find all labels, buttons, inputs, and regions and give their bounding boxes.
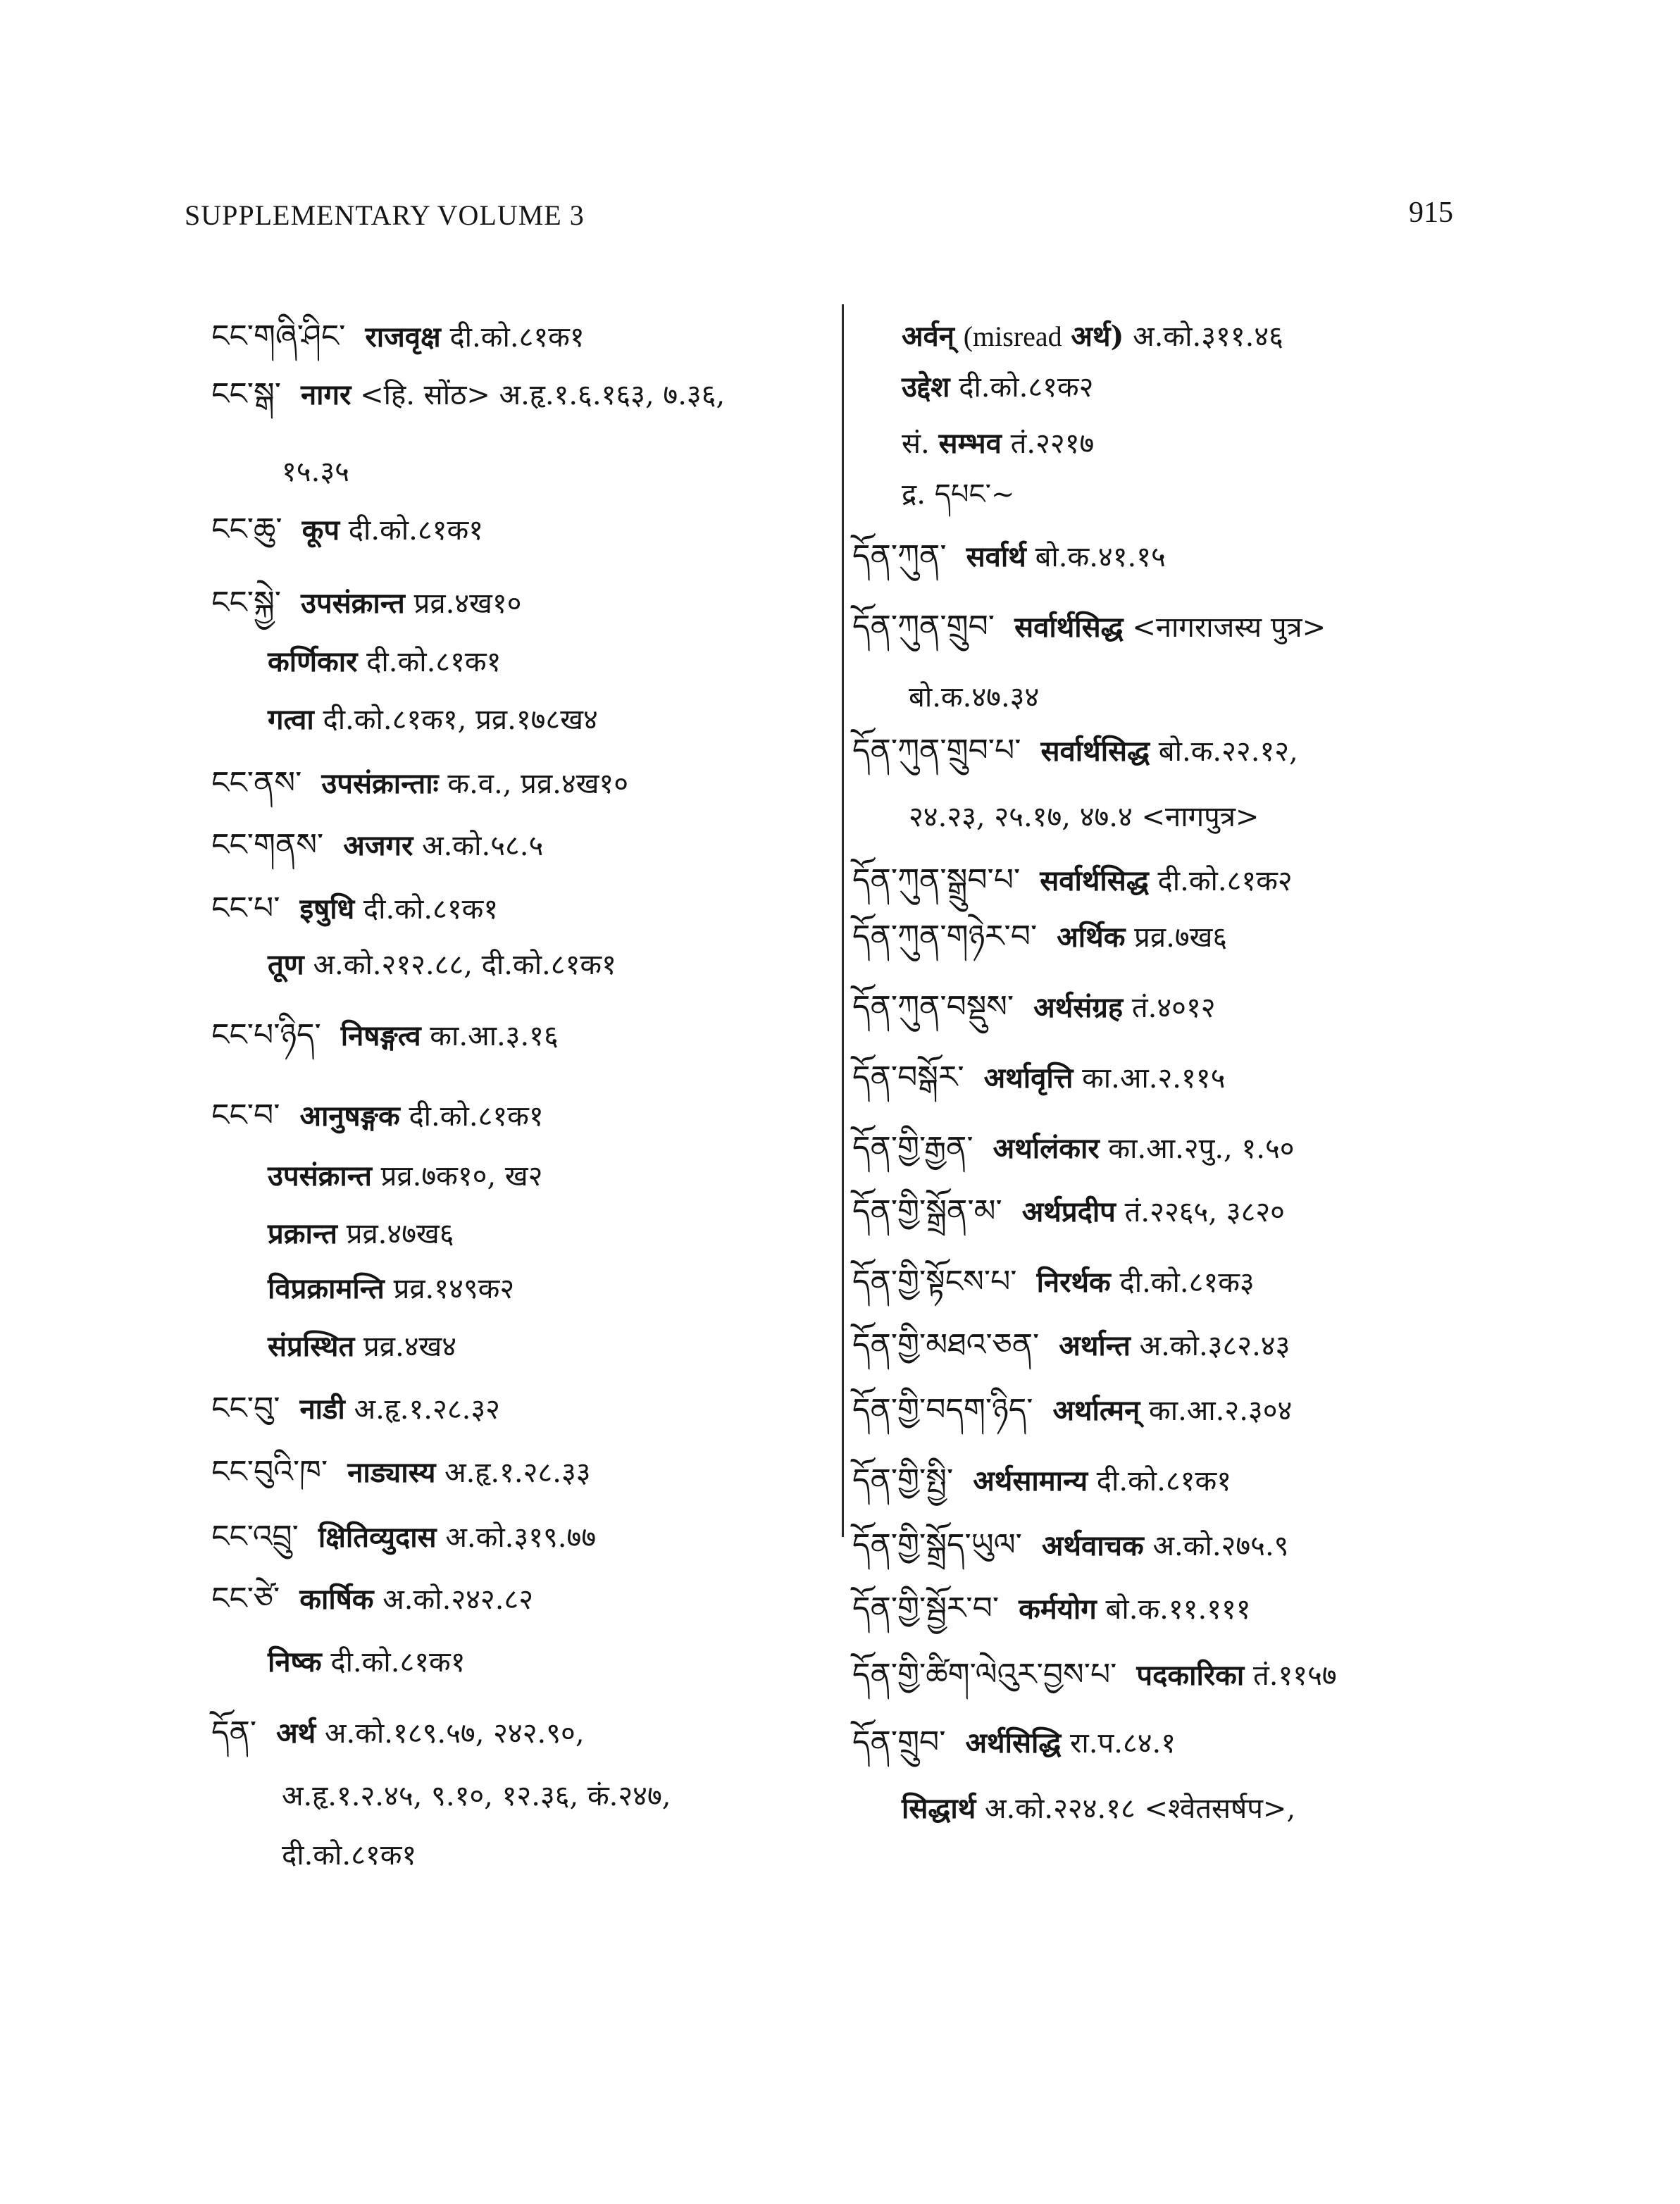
source-reference: तं.११५७ [1252,1660,1337,1692]
source-reference: अ.हृ.१.२८.३२ [354,1393,500,1426]
tibetan-headword: ངང་གནས་ [211,827,324,863]
source-reference: <नागराजस्य पुत्र> [1132,611,1326,644]
source-reference: का.आ.२.३०४ [1149,1395,1293,1427]
source-reference: तं.२२६५, ३८२० [1124,1196,1285,1228]
entry-line [268,1641,466,1683]
tibetan-headword: དོན་ཀུན་བསྡུས་ [852,989,1014,1025]
entry-line [852,916,1227,959]
sanskrit-equivalent: अर्थवाचक [1041,1529,1144,1562]
source-reference: प्रव्र.४ख४ [363,1331,457,1363]
tibetan-headword: ངང་བུ་ [211,1390,280,1426]
sanskrit-equivalent: अर्थ [276,1717,316,1750]
entry-line [852,1324,1290,1367]
sanskrit-equivalent: सिद्धार्थ [902,1792,976,1825]
entry-line [211,824,543,867]
sanskrit-equivalent: अजगर [343,829,413,862]
source-reference: का.आ.३.१६ [430,1020,559,1052]
entry-line [902,1788,1295,1830]
source-reference: दी.को.८१क३ [1119,1266,1255,1299]
entry-line [852,986,1216,1029]
sanskrit-equivalent: निरर्थक [1036,1266,1111,1299]
source-reference: प्रव्र.७क१०, ख२ [380,1160,543,1193]
sanskrit-equivalent: अर्थात्मन् [1052,1394,1140,1427]
sanskrit-equivalent: सम्भव [938,427,1002,460]
source-reference: अ.को.२१२.८८, दी.को.८१क१ [313,949,616,981]
tibetan-headword: ངང་པ་ཉིད་ [211,1017,321,1053]
entry-line [852,535,1166,578]
running-header: SUPPLEMENTARY VOLUME 3 [185,199,585,231]
sanskrit-equivalent: उद्देश [902,371,950,404]
source-reference: अ.को.२७५.९ [1152,1530,1289,1562]
entry-line [852,1524,1288,1567]
source-reference: बो.क.४१.१५ [1035,541,1166,573]
source-reference: प्रव्र.४ख१० [413,587,522,620]
entry-line [902,423,1094,465]
sanskrit-equivalent: अर्थालंकार [993,1132,1100,1165]
sanskrit-equivalent: गत्वा [268,703,314,736]
tibetan-headword: ངང་པ་ [211,890,280,926]
sanskrit-equivalent: अर्थसंग्रह [1033,991,1124,1024]
entry-line [902,316,1283,358]
entry-line [852,1654,1337,1697]
sanskrit-equivalent: नागर [300,378,351,411]
tibetan-headword: ངང་ཙེ་ [211,1581,280,1617]
source-reference: क.व., प्रव्र.४ख१० [447,768,629,800]
sanskrit-equivalent: नाड्यास्य [347,1456,436,1489]
tibetan-headword: དོན་གྱི་སྒྲོན་མ་ [852,1193,1002,1229]
english-note: (misread [963,320,1062,352]
sanskrit-equivalent: आनुषङ्गक [299,1100,400,1133]
source-reference: का.आ.२पु., १.५० [1108,1133,1295,1165]
tibetan-headword: དོན་ཀུན་སྒྲུབ་པ་ [852,862,1021,898]
tibetan-headword: ངང་འབྲུ་ [211,1519,299,1555]
entry-line [211,582,521,625]
entry-line [268,1213,454,1255]
entry-line [211,1712,585,1755]
source-reference: दी.को.८१क१ [363,893,499,926]
source-reference: का.आ.२.११५ [1082,1062,1226,1095]
entry-line [852,1261,1255,1304]
tibetan-headword: དོན་ཀུན་གཉེར་བ་ [852,919,1038,954]
tibetan-headword: དོན་ [211,1714,257,1750]
sanskrit-equivalent: कर्णिकार [268,645,358,678]
sanskrit-equivalent: पदकारिका [1136,1659,1245,1692]
column-divider [842,304,844,1537]
sanskrit-equivalent: अर्थावृत्ति [983,1061,1074,1095]
tibetan-headword: དོན་གྱི་སྒྲོད་ཡུལ་ [852,1527,1022,1563]
tibetan-headword: དོན་ཀུན་གྲུབ་ [852,609,995,645]
tibetan-headword: ངང་སྐྱེ་ [211,585,281,621]
sanskrit-equivalent: उपसंक्रान्त [300,587,405,620]
entry-line [852,1057,1225,1100]
tibetan-headword: དོན་གྱི་སྤྱི་ [852,1462,954,1498]
source-reference: दी.को.८१क२ [1157,865,1293,897]
tibetan-headword: ངང་སྒ་ [211,376,281,412]
sanskrit-equivalent: सर्वार्थसिद्ध [1040,864,1149,897]
entry-line [852,1389,1292,1432]
source-reference: अ.को.२४२.८२ [382,1583,534,1616]
entry-line [909,796,1259,838]
source-reference: प्रव्र.७ख६ [1134,921,1228,954]
tibetan-headword: ངང་གཞི་ཤིང་ [211,318,346,354]
sanskrit-equivalent: कर्मयोग [1019,1593,1097,1626]
sanskrit-equivalent: निष्क [268,1645,322,1679]
entry-line [211,1388,500,1431]
entry-prefix: सं. [902,428,930,460]
entry-line [211,1095,544,1138]
source-reference: रा.प.८४.१ [1070,1727,1176,1760]
tibetan-headword: དོན་ཀུན་གྲུབ་པ་ [852,733,1021,768]
tibetan-headword: ངང་ཆུ་ [211,511,282,547]
entry-line [282,1775,671,1817]
entry-continuation: १५.३५ [282,456,349,488]
entry-line [282,451,349,493]
tibetan-headword: དོན་གྱི་རྒྱན་ [852,1130,973,1166]
sanskrit-equivalent: विप्रक्रामन्ति [268,1272,385,1305]
source-reference: प्रव्र.४७ख६ [346,1218,454,1250]
entry-line [211,316,585,359]
entry-continuation: अ.हृ.१.२.४५, ९.१०, १२.३६, कं.२४७, [282,1780,671,1812]
entry-line [211,888,498,930]
entry-line [268,641,501,683]
sanskrit-equivalent: सर्वार्थसिद्ध [1040,735,1150,768]
sanskrit-equivalent: अर्थिक [1057,921,1126,954]
source-reference: दी.को.८१क१, प्रव्र.१७८ख४ [323,704,598,736]
source-reference: अ.को.३१९.७७ [445,1521,597,1554]
entry-line [211,509,483,552]
entry-line [852,1190,1285,1233]
sanskrit-equivalent: अर्थसामान्य [973,1464,1088,1498]
entry-line [852,1588,1251,1631]
tibetan-headword: དོན་གྱི་བདག་ཉིད་ [852,1392,1033,1428]
tibetan-headword: ངང་བ་ [211,1097,280,1133]
tibetan-headword: དོན་གྲུབ་ [852,1724,946,1760]
sanskrit-equivalent: अर्वन् [902,320,954,353]
entry-line [852,1722,1176,1764]
source-reference: दी.को.८१क१ [348,514,483,547]
entry-line [852,859,1293,902]
entry-line [211,1014,559,1057]
source-reference: अ.को.३११.४६ [1133,320,1283,353]
source-reference: <हि. सोंठ> अ.हृ.१.६.१६३, ७.३६, [360,379,726,411]
entry-line [211,1451,591,1494]
source-reference: अ.को.२२४.१८ <श्वेतसर्षप>, [985,1793,1296,1825]
sanskrit-equivalent-note: अर्थ) [1071,320,1124,353]
entry-line [282,1834,416,1876]
sanskrit-equivalent: अर्थसिद्धि [965,1726,1062,1760]
source-reference: དཔང་~ [934,478,1015,511]
entry-line [268,1326,456,1368]
sanskrit-equivalent: क्षितिव्युदास [318,1521,437,1554]
source-reference: अ.को.५८.५ [422,830,544,862]
entry-continuation: दी.को.८१क१ [282,1839,417,1872]
source-reference: दी.को.८१क१ [409,1100,544,1133]
tibetan-headword: དོན་གྱི་མཐའ་ཅན་ [852,1327,1040,1363]
source-reference: दी.को.८१क१ [1096,1465,1231,1498]
entry-continuation: २४.२३, २५.१७, ४७.४ <नागपुत्र> [909,801,1259,833]
entry-line [211,762,628,805]
page-number: 915 [1409,197,1453,229]
sanskrit-equivalent: उपसंक्रान्त [268,1159,372,1193]
tibetan-headword: དོན་བསྒོར་ [852,1059,964,1095]
source-reference: प्रव्र.१४९क२ [393,1273,515,1305]
sanskrit-equivalent: सर्वार्थसिद्ध [1014,611,1124,644]
sanskrit-equivalent: अर्थप्रदीप [1021,1195,1116,1228]
source-reference: दी.को.८१क१ [330,1646,466,1679]
sanskrit-equivalent: संप्रस्थित [268,1330,355,1363]
entry-line [268,1268,514,1310]
sanskrit-equivalent: राजवृक्ष [365,320,441,354]
tibetan-headword: དོན་གྱི་ཚིག་ལེའུར་བྱས་པ་ [852,1657,1117,1693]
sanskrit-equivalent: कार्षिक [299,1583,374,1616]
sanskrit-equivalent: प्रक्रान्त [268,1217,337,1250]
entry-line [852,606,1326,649]
sanskrit-equivalent: अर्थान्त [1059,1329,1131,1362]
entry-line [211,373,725,416]
source-reference: अ.हृ.१.२८.३३ [444,1457,591,1489]
source-reference: दी.को.८१क२ [959,371,1094,404]
source-reference: दी.को.८१क१ [449,321,585,354]
sanskrit-equivalent: नाडी [299,1393,345,1426]
tibetan-headword: དོན་གྱི་སྟོངས་པ་ [852,1264,1017,1300]
entry-line [211,1516,596,1559]
source-reference: बो.क.२२.१२, [1158,735,1298,768]
entry-line [902,366,1093,409]
entry-line [852,1127,1295,1170]
sanskrit-equivalent: सर्वार्थ [966,540,1026,573]
entry-line [268,944,616,986]
source-reference: तं.२२१७ [1010,428,1095,460]
entry-line [909,676,1039,718]
source-reference: तं.४०१२ [1131,992,1216,1024]
entry-line [268,699,598,741]
entry-line [902,473,1014,516]
sanskrit-equivalent: तूण [268,948,304,981]
entry-line [852,730,1298,773]
entry-line [852,1459,1231,1502]
tibetan-headword: དོན་གྱི་སྦྱོར་བ་ [852,1590,1000,1626]
source-reference: अ.को.३८२.४३ [1139,1330,1290,1362]
entry-continuation: बो.क.४७.३४ [909,681,1040,714]
sanskrit-equivalent: उपसंक्रान्ताः [321,767,439,800]
source-reference: बो.क.११.१११ [1105,1593,1251,1626]
tibetan-headword: ངང་བུའི་ཁ་ [211,1454,328,1490]
sanskrit-equivalent: इषुधि [299,892,355,926]
entry-line [268,1155,542,1197]
source-reference: दी.को.८१क१ [366,646,502,678]
entry-prefix: द्र. [902,478,926,511]
sanskrit-equivalent: निषङ्गत्व [340,1019,421,1052]
tibetan-headword: དོན་ཀུན་ [852,538,947,574]
entry-line [211,1578,533,1621]
source-reference: अ.को.१८९.५७, २४२.९०, [324,1717,585,1750]
sanskrit-equivalent: कूप [301,513,340,547]
tibetan-headword: ངང་ནས་ [211,765,302,801]
